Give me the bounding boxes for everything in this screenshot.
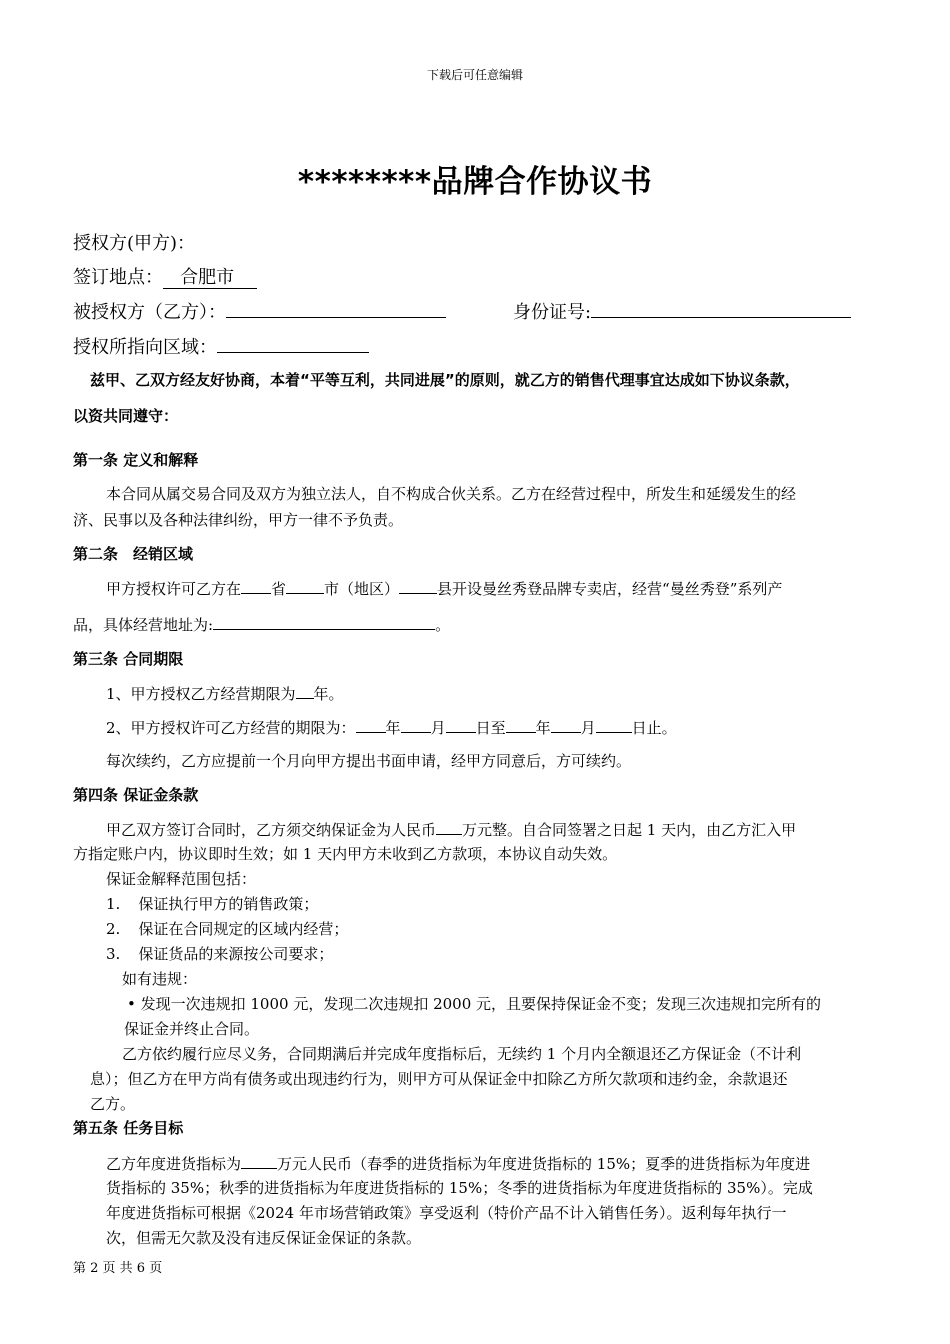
province-blank	[241, 577, 271, 594]
page-header: 下载后可任意编辑	[426, 68, 523, 82]
deposit-blank	[436, 818, 462, 835]
article-2-line-1: 甲方授权许可乙方在 省 市（地区） 县开设曼丝秀登品牌专卖店，经营“曼丝秀登”系列产	[106, 577, 782, 599]
county-blank	[399, 577, 437, 594]
article-5-line-1: 乙方年度进货指标为 万元人民币（春季的进货指标为年度进货指标的 15%；夏季的进货指标为年度进	[106, 1152, 810, 1174]
start-month-blank	[401, 716, 431, 733]
article-2-line-2: 品，具体经营地址为: 。	[73, 613, 450, 635]
start-day-blank	[446, 716, 476, 733]
article-3-heading: 第三条 合同期限	[73, 650, 184, 668]
article-4-line-3: 保证金解释范围包括：	[106, 870, 257, 888]
party-b-line	[73, 298, 446, 324]
article-3-line-2: 2、甲方授权许可乙方经营的期限为： 年 月 日至 年 月 日止。	[106, 716, 677, 738]
article-5-line-2: 货指标的 35%；秋季的进货指标为年度进货指标的 15%；冬季的进货指标为年度进货指标的 35%）。完成	[106, 1179, 813, 1197]
article-4-line-2: 方指定账户内，协议即时生效；如 1 天内甲方未收到乙方款项，本协议自动失效。	[73, 845, 618, 863]
article-4-heading: 第四条 保证金条款	[73, 786, 199, 804]
article-3-line-1: 1、甲方授权乙方经营期限为 年。	[106, 682, 344, 704]
violation-bullet-line-1: • 发现一次违规扣 1000 元，发现二次违规扣 2000 元，且要保持保证金不变；发现三次违规扣完所有的	[127, 995, 822, 1013]
article-5-heading: 第五条 任务目标	[73, 1119, 184, 1137]
deposit-item-3: 3. 保证货品的来源按公司要求；	[106, 945, 334, 963]
article-2-heading: 第二条 经销区域	[73, 545, 194, 563]
end-year-blank	[506, 716, 536, 733]
city-blank	[286, 577, 324, 594]
start-year-blank	[356, 716, 386, 733]
preamble-line-1: 兹甲、乙双方经友好协商，本着“平等互利，共同进展”的原则，就乙方的销售代理事宜达成如下协议条款，	[90, 371, 800, 389]
violation-bullet-line-2: 保证金并终止合同。	[124, 1020, 260, 1038]
article-3-line-3: 每次续约，乙方应提前一个月向甲方提出书面申请，经甲方同意后，方可续约。	[106, 752, 632, 770]
end-month-blank	[551, 716, 581, 733]
party-b-label: 被授权方（乙方）：	[73, 302, 226, 323]
document-title: ********品牌合作协议书	[297, 164, 653, 200]
article-1-line-1: 本合同从属交易合同及双方为独立法人，自不构成合伙关系。乙方在经营过程中，所发生和延缓发生的经	[106, 485, 797, 503]
article-1-line-2: 济、民事以及各种法律纠纷，甲方一律不予负责。	[73, 511, 404, 529]
signing-place-label: 签订地点：	[73, 267, 163, 288]
id-number-label: 身份证号:	[513, 302, 592, 323]
violation-label: 如有违规：	[122, 970, 198, 988]
refund-line-1: 乙方依约履行应尽义务，合同期满后并完成年度指标后，无续约 1 个月内全额退还乙方保证金（不计利	[122, 1045, 802, 1063]
term-years-blank	[296, 682, 314, 699]
article-5-line-3: 年度进货指标可根据《2024 年市场营销政策》享受返利（特价产品不计入销售任务）。返利每年执行一	[106, 1204, 787, 1222]
id-number-line	[513, 298, 851, 324]
deposit-item-1: 1. 保证执行甲方的销售政策；	[106, 895, 319, 913]
refund-line-3: 乙方。	[90, 1095, 136, 1113]
region-label: 授权所指向区域：	[73, 337, 217, 358]
deposit-item-2: 2. 保证在合同规定的区域内经营；	[106, 920, 349, 938]
refund-line-2: 息）；但乙方在甲方尚有债务或出现违约行为，则甲方可从保证金中扣除乙方所欠款项和违约金，余款退还	[90, 1070, 788, 1088]
purchase-target-blank	[241, 1152, 277, 1169]
party-a-label: 授权方(甲方)：	[73, 233, 196, 254]
article-1-heading: 第一条 定义和解释	[73, 451, 199, 469]
page-footer: 第 2 页 共 6 页	[73, 1261, 163, 1276]
article-4-line-1: 甲乙双方签订合同时，乙方须交纳保证金为人民币 万元整。自合同签署之日起 1 天内，由乙方汇入甲	[106, 818, 796, 840]
region-line	[73, 333, 369, 359]
preamble-line-2: 以资共同遵守：	[73, 407, 179, 425]
party-b-blank	[226, 301, 446, 318]
id-number-blank	[591, 301, 851, 318]
region-blank	[217, 336, 369, 353]
address-blank	[213, 613, 435, 630]
end-day-blank	[596, 716, 632, 733]
signing-place-value: 合肥市	[163, 267, 257, 289]
article-5-line-4: 次，但需无欠款及没有违反保证金保证的条款。	[106, 1229, 422, 1247]
signing-place	[73, 263, 257, 289]
